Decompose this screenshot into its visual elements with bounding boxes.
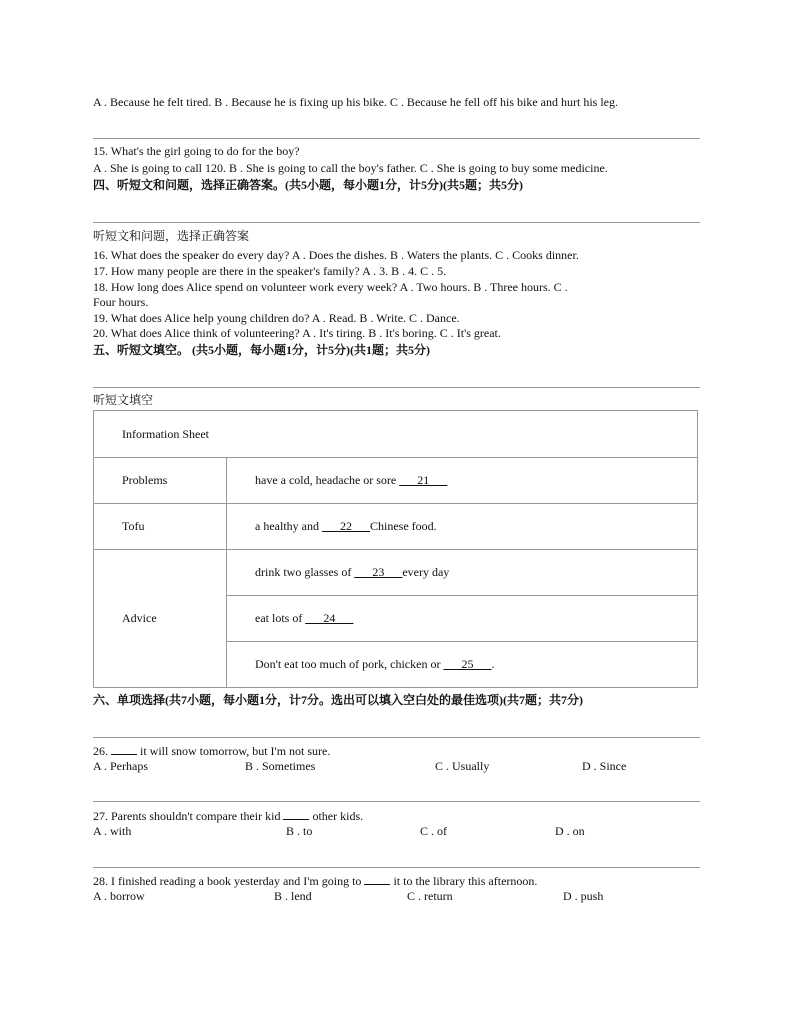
q27-blank — [283, 808, 309, 820]
divider — [93, 138, 700, 139]
q19-line: 19. What does Alice help young children do? A . Read. B . Write. C . Dance. — [93, 311, 460, 325]
tofu-value — [227, 504, 698, 550]
q26-number: 26. — [93, 744, 108, 758]
section5-subheading: 听短文填空 — [93, 393, 154, 407]
blank-21: ___21___ — [399, 473, 448, 487]
q27-option-b: B . to — [286, 824, 313, 838]
q18-line: 18. How long does Alice spend on volunteer work every week? A . Two hours. B . Three hours. C . — [93, 280, 568, 294]
q27-post: other kids. — [309, 809, 364, 823]
q28-option-b: B . lend — [274, 889, 312, 903]
q15-stem: 15. What's the girl going to do for the boy? — [93, 144, 300, 158]
q14-options: A . Because he felt tired. B . Because he is fixing up his bike. C . Because he fell off his bike and hurt his leg. — [93, 95, 618, 109]
divider — [93, 737, 700, 738]
blank-24: ___24___ — [305, 611, 354, 625]
q28-pre: I finished reading a book yesterday and I'm going to — [108, 874, 365, 888]
divider — [93, 801, 700, 802]
q17-line: 17. How many people are there in the speaker's family? A . 3. B . 4. C . 5. — [93, 264, 447, 278]
problems-value — [227, 458, 698, 504]
q28-stem — [93, 873, 537, 889]
q15-options: A . She is going to call 120. B . She is going to call the boy's father. C . She is going to buy some medicine. — [93, 161, 608, 175]
q26-option-c: C . Usually — [435, 759, 490, 773]
divider — [93, 222, 700, 223]
q20-line: 20. What does Alice think of volunteering? A . It's tiring. B . It's boring. C . It's great. — [93, 326, 501, 340]
table-row — [94, 504, 698, 550]
divider — [93, 867, 700, 868]
tofu-label: Tofu — [94, 504, 227, 550]
divider — [93, 387, 700, 388]
q27-option-c: C . of — [420, 824, 447, 838]
q28-blank — [364, 873, 390, 885]
advice-label: Advice — [94, 550, 227, 688]
information-sheet-table — [93, 410, 698, 688]
tofu-text-post: Chinese food. — [369, 519, 437, 533]
section4-subheading: 听短文和问题，选择正确答案 — [93, 229, 250, 243]
advice-value-3 — [227, 642, 698, 688]
q27-option-a: A . with — [93, 824, 132, 838]
q28-option-d: D . push — [563, 889, 604, 903]
table-row — [94, 458, 698, 504]
q26-option-b: B . Sometimes — [245, 759, 316, 773]
section6-heading: 六、单项选择(共7小题，每小题1分，计7分。选出可以填入空白处的最佳选项)(共7题；共7分) — [93, 693, 583, 707]
blank-22: ___22___ — [321, 519, 370, 533]
q27-pre: Parents shouldn't compare their kid — [108, 809, 284, 823]
q26-post: it will snow tomorrow, but I'm not sure. — [137, 744, 331, 758]
section4-heading: 四、听短文和问题，选择正确答案。(共5小题，每小题1分，计5分)(共5题；共5分) — [93, 178, 523, 192]
q26-blank — [111, 743, 137, 755]
q28-number: 28. — [93, 874, 108, 888]
section5-heading: 五、听短文填空。 (共5小题，每小题1分，计5分)(共1题；共5分) — [93, 343, 430, 357]
q16-line: 16. What does the speaker do every day? A . Does the dishes. B . Waters the plants. C . Cooks dinner. — [93, 248, 579, 262]
q26-option-d: D . Since — [582, 759, 627, 773]
q27-option-d: D . on — [555, 824, 585, 838]
q26-stem — [93, 743, 330, 759]
table-row — [94, 550, 698, 596]
q18-line-cont: Four hours. — [93, 295, 149, 309]
problems-text: have a cold, headache or sore — [255, 473, 400, 487]
advice-value-2 — [227, 596, 698, 642]
q27-number: 27. — [93, 809, 108, 823]
tofu-text: a healthy and — [255, 519, 322, 533]
q28-option-c: C . return — [407, 889, 453, 903]
problems-label: Problems — [94, 458, 227, 504]
advice1-text: drink two glasses of — [255, 565, 355, 579]
q26-option-a: A . Perhaps — [93, 759, 148, 773]
q28-post: it to the library this afternoon. — [390, 874, 538, 888]
table-title: Information Sheet — [94, 411, 698, 458]
advice3-text-post: . — [491, 657, 495, 671]
q27-stem — [93, 808, 363, 824]
advice3-text: Don't eat too much of pork, chicken or — [255, 657, 444, 671]
advice1-text-post: every day — [402, 565, 450, 579]
table-row — [94, 411, 698, 458]
q28-option-a: A . borrow — [93, 889, 145, 903]
advice2-text: eat lots of — [255, 611, 306, 625]
advice-value-1 — [227, 550, 698, 596]
blank-25: ___25___ — [443, 657, 492, 671]
blank-23: ___23___ — [354, 565, 403, 579]
